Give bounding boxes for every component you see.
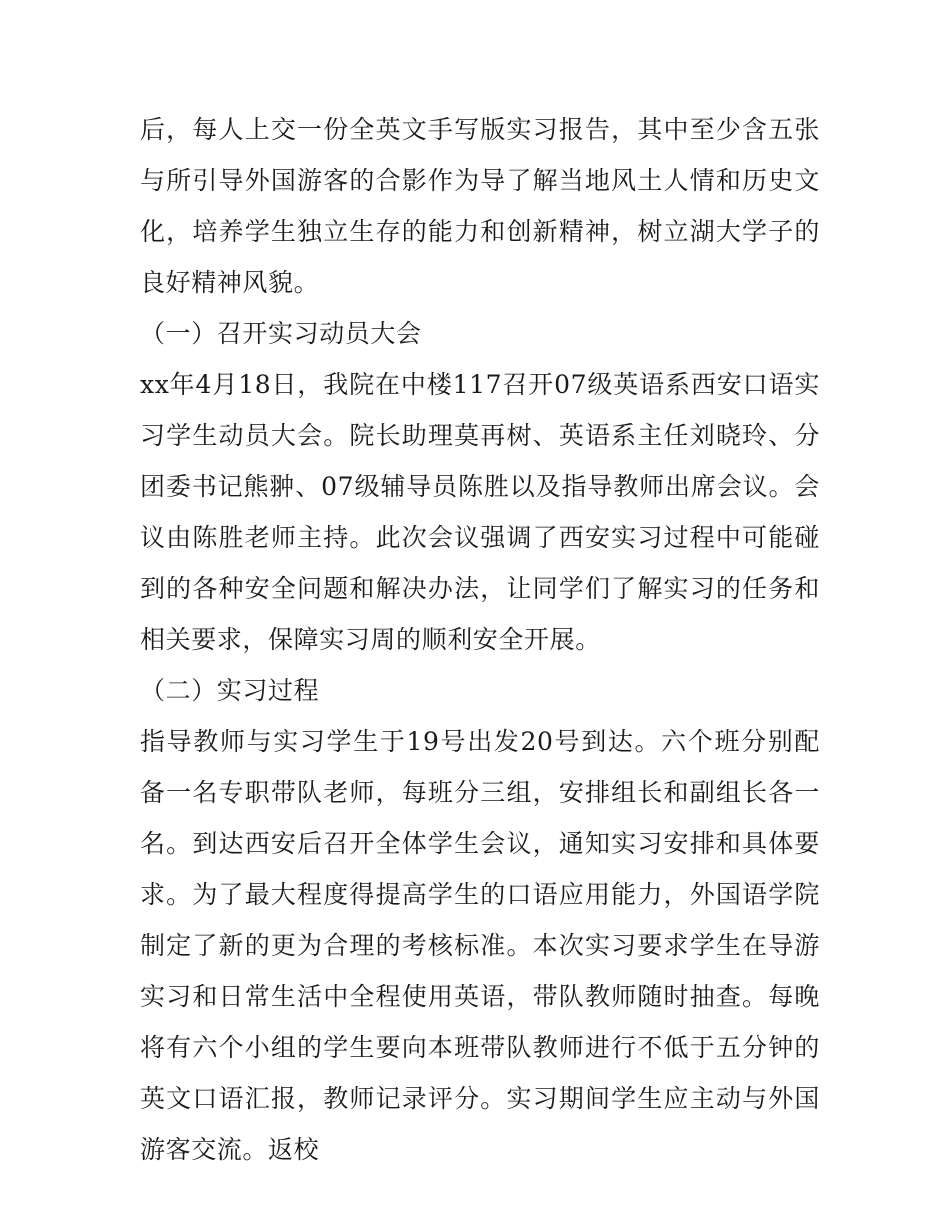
paragraph-report-requirements: 后，每人上交一份全英文手写版实习报告，其中至少含五张与所引导外国游客的合影作为导了解当地风土人情和历史文化，培养学生独立生存的能力和创新精神，树立湖大学子的良好精神风貌。 bbox=[140, 115, 820, 297]
section-heading-internship-process: （二）实习过程 bbox=[140, 676, 320, 705]
section-heading-mobilization-meeting: （一）召开实习动员大会 bbox=[140, 319, 422, 348]
paragraph-internship-process: 指导教师与实习学生于19号出发20号到达。六个班分别配备一名专职带队老师，每班分三组，安排组长和副组长各一名。到达西安后召开全体学生会议，通知实习安排和具体要求。为了最大程度得提高学生的口语应用能力，外国语学院制定了新的更为合理的考核标准。本次实习要求学生在导游实习和日常生活中全程使用英语，带队教师随时抽查。每晚将有六个小组的学生要向本班带队教师进行不低于五分钟的英文口语汇报，教师记录评分。实习期间学生应主动与外国游客交流。返校 bbox=[140, 727, 820, 1164]
paragraph-mobilization-meeting: xx年4月18日，我院在中楼117召开07级英语系西安口语实习学生动员大会。院长助理莫再树、英语系主任刘晓玲、分团委书记熊翀、07级辅导员陈胜以及指导教师出席会议。会议由陈胜老师主持。此次会议强调了西安实习过程中可能碰到的各种安全问题和解决办法，让同学们了解实习的任务和相关要求，保障实习周的顺利安全开展。 bbox=[140, 370, 820, 654]
document-body bbox=[140, 104, 820, 1175]
